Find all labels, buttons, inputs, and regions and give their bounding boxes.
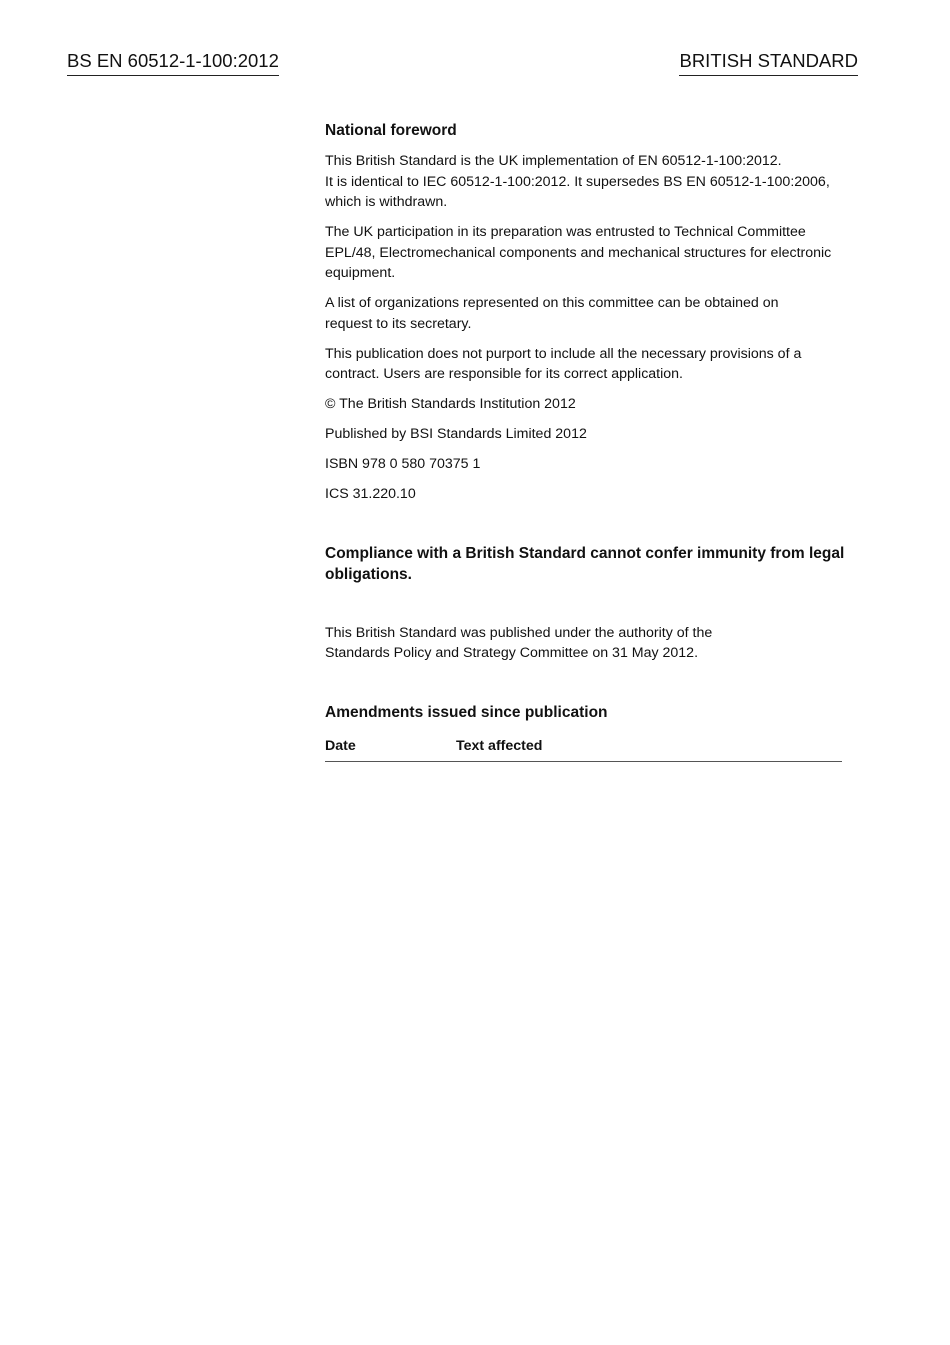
isbn-line: ISBN 978 0 580 70375 1 <box>325 456 481 472</box>
publisher-header: BRITISH STANDARD <box>679 50 858 76</box>
document-number-header: BS EN 60512-1-100:2012 <box>67 50 279 76</box>
amendments-column-date: Date <box>325 737 356 754</box>
foreword-paragraph-organizations: A list of organizations represented on this committee can be obtained on request to its secretary. <box>325 295 779 332</box>
amendments-column-text-affected: Text affected <box>456 737 543 754</box>
ics-line: ICS 31.220.10 <box>325 486 416 502</box>
foreword-paragraph-disclaimer: This publication does not purport to include all the necessary provisions of a contract. Users are responsible for its correct application. <box>325 345 802 382</box>
foreword-title: National foreword <box>325 122 457 139</box>
foreword-paragraph-committee: The UK participation in its preparation was entrusted to Technical Committee EPL/48, Electromechanical components and mechanical structures for electronic equipment. <box>325 224 832 281</box>
main-content <box>325 121 885 762</box>
copyright-line: © The British Standards Institution 2012 <box>325 396 576 412</box>
amendments-title: Amendments issued since publication <box>325 703 608 721</box>
authority-statement: This British Standard was published under the authority of the Standards Policy and Strategy Committee on 31 May 2012. <box>325 624 713 661</box>
amendments-table-header <box>325 737 842 762</box>
compliance-statement: Compliance with a British Standard cannot confer immunity from legal obligations. <box>325 544 845 583</box>
publisher-line: Published by BSI Standards Limited 2012 <box>325 426 587 442</box>
foreword-paragraph-implementation: This British Standard is the UK implementation of EN 60512-1-100:2012. It is identical to IEC 60512-1-100:2012. It supersedes BS EN 60512-1-100:2006, which is withdrawn. <box>325 153 830 210</box>
